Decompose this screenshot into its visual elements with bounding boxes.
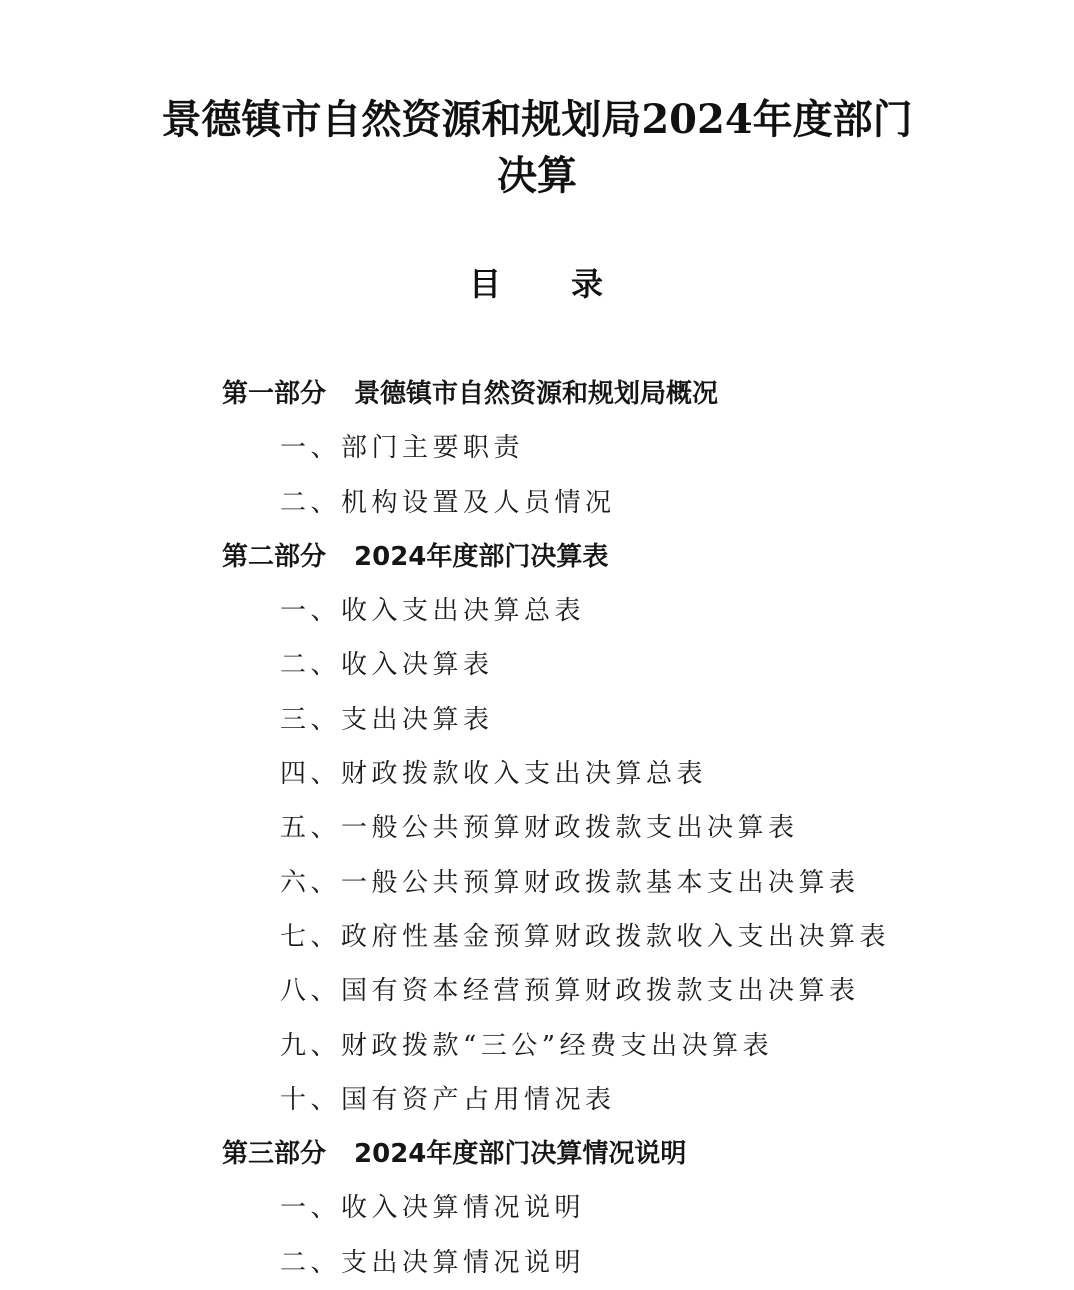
toc-item[interactable]: 六、一般公共预算财政拨款基本支出决算表 [280,867,860,898]
toc-part-title: 2024年度部门决算表 [354,541,609,572]
table-of-contents [0,367,1074,1290]
toc-item[interactable]: 一、收入支出决算总表 [280,596,586,627]
toc-part-number: 第二部分 [222,541,327,572]
toc-item[interactable]: 二、收入决算表 [280,650,494,681]
toc-item[interactable]: 五、一般公共预算财政拨款支出决算表 [280,813,799,844]
toc-item[interactable]: 三、支出决算表 [280,704,494,735]
toc-part-1[interactable] [0,367,1074,421]
toc-item[interactable]: 一、部门主要职责 [280,433,525,464]
toc-part-number: 第三部分 [222,1139,327,1170]
toc-item[interactable]: 四、财政拨款收入支出决算总表 [280,759,708,790]
toc-part-number: 第一部分 [222,379,327,409]
toc-item[interactable]: 七、政府性基金预算财政拨款收入支出决算表 [280,921,891,952]
toc-heading: 目 录 [468,265,605,303]
document-title [0,92,1074,204]
toc-item[interactable]: 二、支出决算情况说明 [280,1247,586,1278]
toc-item[interactable]: 九、财政拨款“三公”经费支出决算表 [280,1030,774,1061]
toc-item[interactable]: 八、国有资本经营预算财政拨款支出决算表 [280,976,860,1007]
document-title-line-1: 景德镇市自然资源和规划局2024年度部门 [161,96,913,143]
toc-item[interactable]: 十、国有资产占用情况表 [280,1084,616,1115]
toc-part-3[interactable] [0,1127,1074,1181]
toc-part-title: 景德镇市自然资源和规划局概况 [354,379,719,409]
toc-item[interactable]: 二、机构设置及人员情况 [280,487,616,518]
toc-part-2[interactable] [0,530,1074,584]
toc-part-title: 2024年度部门决算情况说明 [354,1139,687,1170]
toc-item[interactable]: 一、收入决算情况说明 [280,1193,586,1224]
document-title-line-2: 决算 [497,152,577,199]
